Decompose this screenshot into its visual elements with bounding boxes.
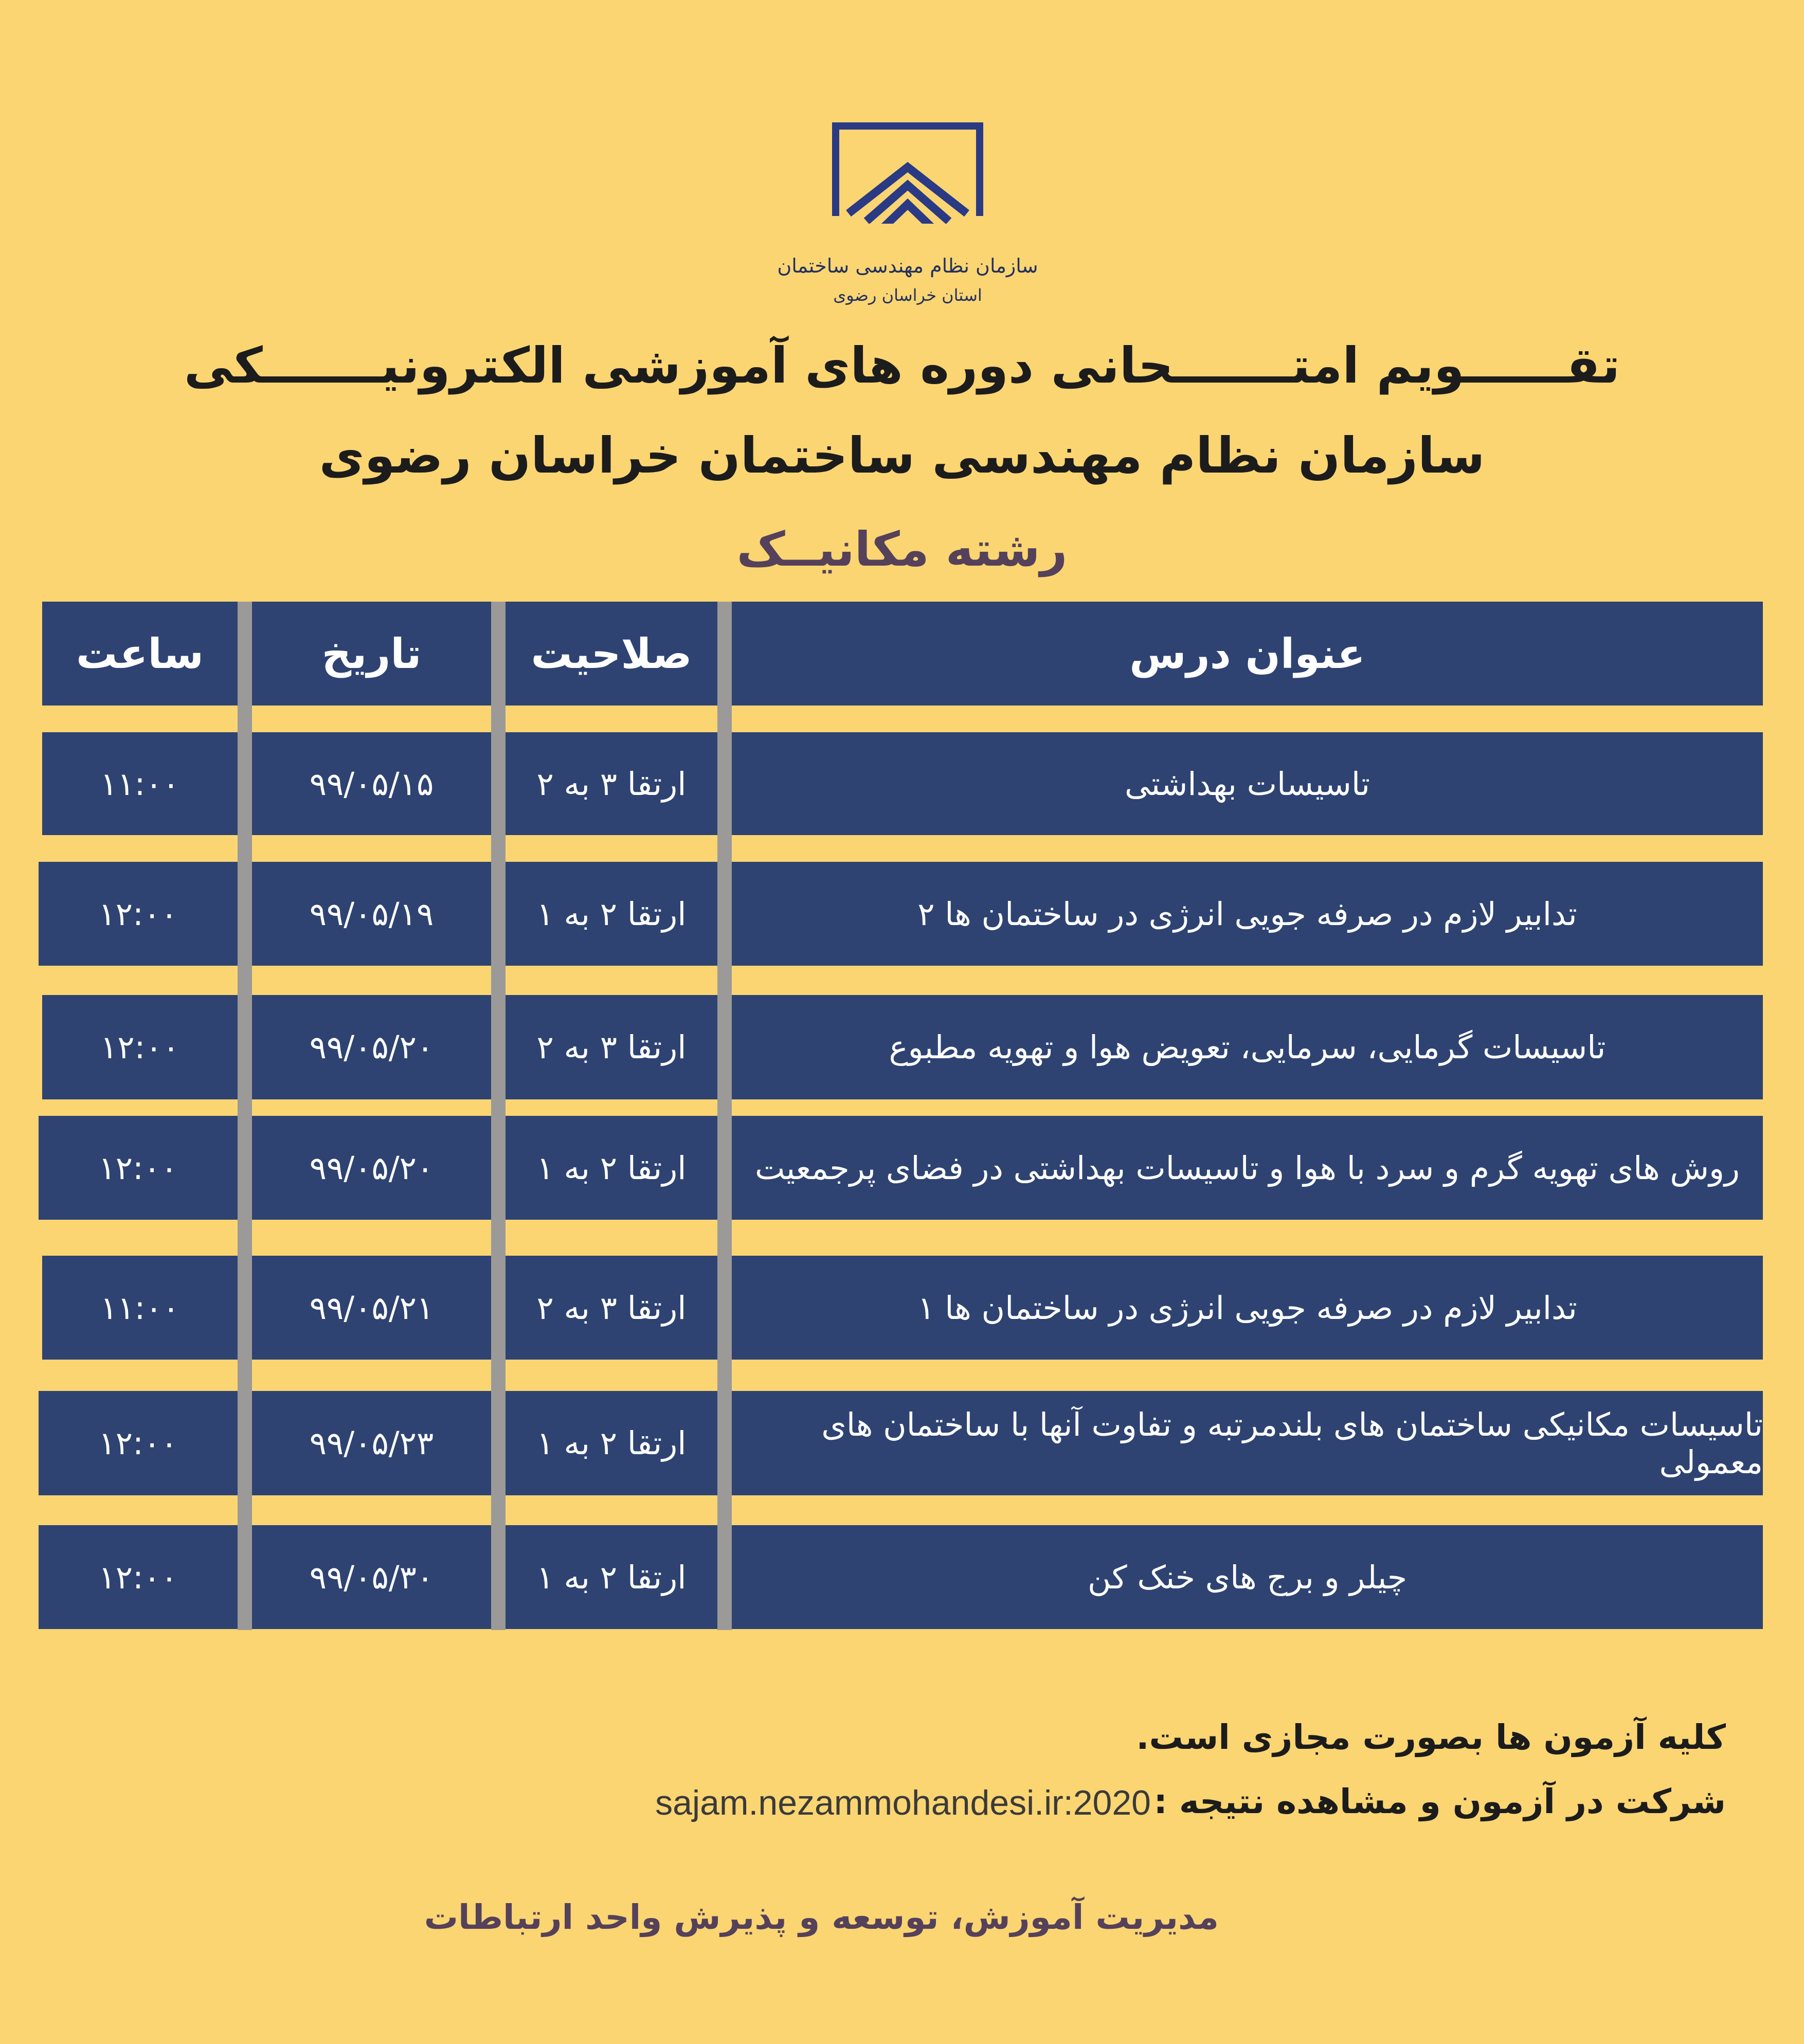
logo-org-name: سازمان نظام مهندسی ساختمان: [777, 255, 1038, 277]
header-qualification: صلاحیت: [506, 602, 717, 706]
exam-website-link[interactable]: sajam.nezammohandesi.ir:2020: [655, 1783, 1151, 1822]
cell-date: ۹۹/۰۵/۲۱: [252, 1256, 491, 1360]
page-title: تقــــــویم امتـــــــحانی دوره های آموزشی الکترونیـــــــکی: [184, 337, 1620, 394]
cell-course: تاسیسات گرمایی، سرمایی، تعویض هوا و تهویه مطبوع: [732, 995, 1763, 1099]
header-date: تاریخ: [252, 602, 491, 706]
header-course: عنوان درس: [732, 602, 1763, 706]
cell-qualification: ارتقا ۲ به ۱: [506, 1391, 717, 1495]
cell-qualification: ارتقا ۳ به ۲: [506, 732, 717, 835]
page-subtitle-field: رشته مکانیــک: [736, 522, 1068, 577]
cell-date: ۹۹/۰۵/۲۰: [252, 1116, 491, 1220]
cell-course: روش های تهویه گرم و سرد با هوا و تاسیسات بهداشتی در فضای پرجمعیت: [732, 1116, 1763, 1220]
cell-time: ۱۲:۰۰: [42, 995, 238, 1099]
cell-qualification: ارتقا ۲ به ۱: [506, 1116, 717, 1220]
cell-course: تاسیسات مکانیکی ساختمان های بلندمرتبه و تفاوت آنها با ساختمان های معمولی: [732, 1391, 1763, 1495]
cell-qualification: ارتقا ۲ به ۱: [506, 1525, 717, 1629]
cell-date: ۹۹/۰۵/۱۵: [252, 732, 491, 835]
note-participation: شرکت در آزمون و مشاهده نتیجه :: [1153, 1782, 1726, 1821]
cell-course: چیلر و برج های خنک کن: [732, 1525, 1763, 1629]
cell-time: ۱۲:۰۰: [39, 1116, 238, 1220]
cell-qualification: ارتقا ۲ به ۱: [506, 862, 717, 966]
cell-date: ۹۹/۰۵/۲۰: [252, 995, 491, 1099]
cell-date: ۹۹/۰۵/۲۳: [252, 1391, 491, 1495]
footer-department: مدیریت آموزش، توسعه و پذیرش واحد ارتباطات: [424, 1897, 1219, 1937]
header-time: ساعت: [42, 602, 238, 706]
column-separator: [238, 602, 252, 1630]
cell-qualification: ارتقا ۳ به ۲: [506, 1256, 717, 1360]
cell-course: تاسیسات بهداشتی: [732, 732, 1763, 835]
page-title-organization: سازمان نظام مهندسی ساختمان خراسان رضوی: [319, 427, 1485, 484]
cell-time: ۱۱:۰۰: [42, 1256, 238, 1360]
cell-time: ۱۱:۰۰: [42, 732, 238, 835]
cell-course: تدابیر لازم در صرفه جویی انرژی در ساختمان ها ۲: [732, 862, 1763, 966]
cell-date: ۹۹/۰۵/۱۹: [252, 862, 491, 966]
cell-time: ۱۲:۰۰: [39, 1525, 238, 1629]
column-separator: [717, 602, 732, 1630]
cell-time: ۱۲:۰۰: [39, 1391, 238, 1495]
note-virtual-exams: کلیه آزمون ها بصورت مجازی است.: [1136, 1717, 1726, 1757]
cell-qualification: ارتقا ۳ به ۲: [506, 995, 717, 1099]
column-separator: [491, 602, 506, 1630]
cell-date: ۹۹/۰۵/۳۰: [252, 1525, 491, 1629]
cell-course: تدابیر لازم در صرفه جویی انرژی در ساختمان ها ۱: [732, 1256, 1763, 1360]
nezam-mohandesi-logo-icon: [831, 121, 985, 224]
logo-province-name: استان خراسان رضوی: [833, 285, 982, 305]
cell-time: ۱۲:۰۰: [39, 862, 238, 966]
